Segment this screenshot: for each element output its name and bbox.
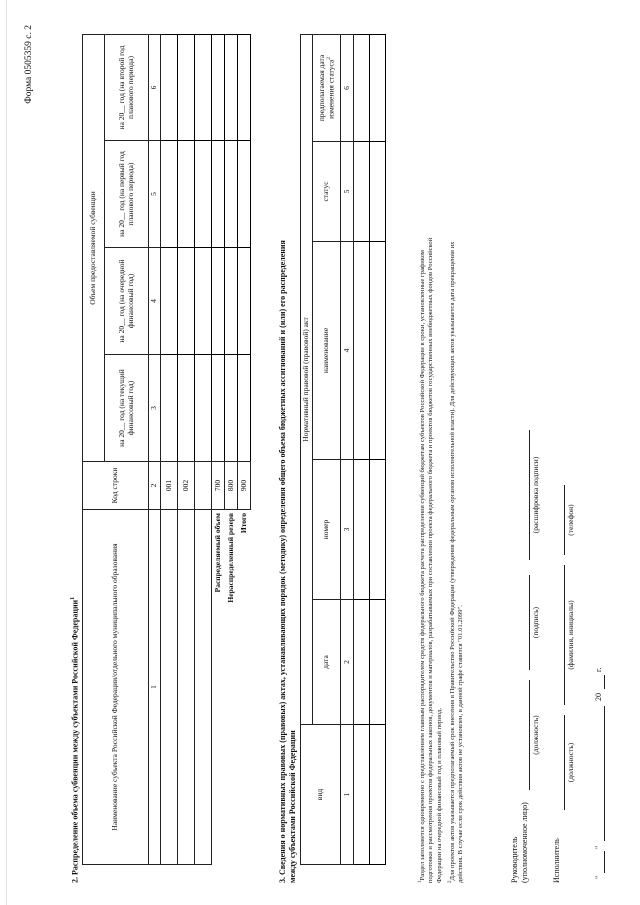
act-cell[interactable] — [354, 242, 370, 460]
row-code-cell: 002 — [178, 462, 195, 510]
act-cell[interactable] — [370, 460, 386, 600]
head-position-line[interactable] — [529, 680, 530, 790]
act-cell[interactable] — [370, 600, 386, 725]
head-label: Руководитель — [510, 836, 519, 883]
total-code: 900 — [238, 462, 251, 510]
col-first-plan-year: на 20__ год (на первый год планового периода) — [105, 141, 149, 248]
col-num: 4 — [341, 242, 354, 460]
col-group-subvention: Объем предоставляемой субвенции — [83, 34, 105, 461]
value-cell[interactable] — [178, 355, 195, 462]
caption-fio: (фамилия, инициалы) — [566, 600, 575, 670]
executor-phone-line[interactable] — [564, 485, 565, 555]
col-act-status: статус — [313, 142, 341, 242]
act-cell[interactable] — [354, 34, 370, 141]
total-code: 800 — [225, 462, 238, 510]
head-signature-line[interactable] — [529, 575, 530, 670]
footnote-1-line: подготовки и рассмотрения проектов федеральных законов, документов и материалов, разрабатываемых при составлении проекта федерального бюджета и проектов бюджетов государственных внебюджетных фондов Российской — [427, 237, 435, 883]
caption-signature: (подпись) — [531, 606, 540, 639]
table-row — [161, 34, 178, 864]
value-cell[interactable] — [161, 248, 178, 355]
col-num: 3 — [341, 460, 354, 600]
table-row — [195, 34, 212, 864]
col-next-year: на 20__ год (на очередной финансовый год) — [105, 248, 149, 355]
value-cell[interactable] — [212, 355, 225, 462]
total-label: Итого — [238, 513, 248, 534]
value-cell[interactable] — [212, 248, 225, 355]
footnote-2-line: Для проектов актов указывается предполагаемый срок внесения в Правительство Российской Федерации (утверждения федеральным органом исполнительной власти). Для действующих актов указывается дата прекращения их — [449, 241, 457, 881]
col-act-date: дата — [313, 600, 341, 725]
section2-title-footnote-mark: 1 — [70, 596, 76, 600]
executor-position-line[interactable] — [564, 715, 565, 810]
value-cell[interactable] — [178, 248, 195, 355]
value-cell[interactable] — [225, 141, 238, 248]
table-row — [178, 34, 195, 864]
section2-title — [70, 597, 80, 883]
executor-label: Исполнитель — [552, 838, 561, 883]
value-cell[interactable] — [178, 34, 195, 140]
col-num: 4 — [149, 248, 161, 355]
column-numbers-row — [341, 34, 354, 864]
act-cell[interactable] — [370, 34, 386, 141]
total-row-reserve — [225, 34, 238, 864]
total-label: Распределяемый объем — [213, 513, 223, 593]
row-code-cell — [195, 462, 212, 510]
date-quote-open: " — [594, 875, 603, 879]
act-cell[interactable] — [354, 142, 370, 242]
value-cell[interactable] — [195, 141, 212, 248]
value-cell[interactable] — [225, 355, 238, 462]
value-cell[interactable] — [212, 34, 225, 140]
value-cell[interactable] — [195, 355, 212, 462]
section2-title-text: 2. Распределение объема субвенции между субъектами Российской Федерации — [70, 599, 80, 883]
col-num: 6 — [341, 34, 354, 141]
head-decoding-line[interactable] — [529, 430, 530, 560]
total-row-distributed — [212, 34, 225, 864]
caption-position-executor: (должность) — [566, 742, 575, 783]
col-num: 2 — [149, 462, 161, 510]
footnote-1-mark: 1 — [418, 880, 423, 883]
col-group-act: Нормативный правовой (правовой) акт — [301, 34, 313, 724]
value-cell[interactable] — [195, 34, 212, 140]
footnote-1-line: Раздел заполняется одновременно с представлением главным распорядителем средств федерального бюджета расчета распределения субвенций бюджетам субъектов Российской Федерации в сроки, установленные графиком — [419, 250, 427, 881]
value-cell[interactable] — [178, 141, 195, 248]
act-cell[interactable] — [354, 460, 370, 600]
footnote-1 — [418, 63, 444, 883]
normative-acts-table — [300, 34, 386, 865]
form-sheet — [20, 20, 620, 885]
distribution-table — [82, 34, 251, 865]
section3-title-line2: между субъектами Российской Федерации — [288, 730, 297, 883]
table-row — [370, 34, 386, 864]
value-cell[interactable] — [212, 141, 225, 248]
table-row — [354, 34, 370, 864]
row-code-cell: 001 — [161, 462, 178, 510]
form-label: Форма 0505359 с. 2 — [24, 25, 34, 104]
value-cell[interactable] — [238, 34, 251, 140]
act-cell[interactable] — [370, 142, 386, 242]
date-quote-close: " — [594, 845, 603, 849]
column-numbers-row — [149, 34, 161, 864]
col-row-code: Код строки — [83, 462, 149, 510]
date-day-line[interactable] — [604, 851, 605, 873]
subject-name-cell[interactable] — [161, 510, 178, 865]
col-act-number: номер — [313, 460, 341, 600]
col-num: 2 — [341, 600, 354, 725]
footnote-2-mark: 2 — [448, 880, 453, 883]
page-margin-line — [6, 0, 7, 905]
value-cell[interactable] — [225, 248, 238, 355]
footnote-2 — [448, 63, 466, 883]
subject-name-cell[interactable] — [195, 510, 212, 865]
subject-name-cell[interactable] — [178, 510, 195, 865]
value-cell[interactable] — [161, 355, 178, 462]
col-second-plan-year: на 20__ год (на второй год планового периода) — [105, 34, 149, 140]
col-num: 6 — [149, 34, 161, 140]
caption-decoding: (расшифровка подписи) — [531, 456, 540, 534]
act-cell[interactable] — [354, 725, 370, 865]
footnote-2-line: действия. В случае если срок действия актов не установлен, в данной графе ставится "01.01.2099". — [457, 605, 465, 883]
executor-fio-line[interactable] — [564, 565, 565, 705]
value-cell[interactable] — [161, 34, 178, 140]
col-num: 5 — [341, 142, 354, 242]
col-expected-date-line1: предполагаемая дата — [316, 54, 326, 122]
value-cell[interactable] — [238, 141, 251, 248]
caption-position: (должность) — [531, 715, 540, 755]
total-row-sum — [238, 34, 251, 864]
col-current-year: на 20__ год (на текущий финансовый год) — [105, 355, 149, 462]
col-num: 1 — [341, 725, 354, 865]
act-cell[interactable] — [354, 600, 370, 725]
footnote-1-line: Федерации на очередной финансовый год и плановый период. — [435, 708, 443, 883]
value-cell[interactable] — [238, 355, 251, 462]
col-num: 1 — [149, 510, 161, 865]
date-year-prefix: 20 — [594, 693, 603, 701]
col-expected-date — [313, 34, 341, 141]
col-act-name: наименование — [313, 242, 341, 460]
section3-title-line1: 3. Сведения о нормативных правовых (правовых) актах, устанавливающих порядок (методику) определения общего объема бюджетных ассигнований и (или) его распределения — [278, 240, 287, 883]
caption-phone: (телефон) — [566, 504, 575, 536]
col-act-type: вид — [301, 725, 341, 865]
col-expected-date-footnote-mark: 2 — [325, 57, 332, 60]
col-subject-name: Наименование субъекта Российской Федерации/отдельного муниципального образования — [83, 510, 149, 865]
total-code: 700 — [212, 462, 225, 510]
value-cell[interactable] — [161, 141, 178, 248]
date-year-line[interactable] — [604, 675, 605, 689]
date-year-suffix: г. — [594, 667, 603, 672]
col-num: 3 — [149, 355, 161, 462]
value-cell[interactable] — [195, 248, 212, 355]
act-cell[interactable] — [370, 242, 386, 460]
total-label: Нераспределенный резерв — [225, 513, 235, 603]
act-cell[interactable] — [370, 725, 386, 865]
value-cell[interactable] — [238, 248, 251, 355]
head-sublabel: (уполномоченное лицо) — [520, 802, 529, 883]
col-expected-date-line2: изменения статуса — [326, 59, 336, 119]
col-num: 5 — [149, 141, 161, 248]
value-cell[interactable] — [225, 34, 238, 140]
date-month-line[interactable] — [604, 706, 605, 841]
